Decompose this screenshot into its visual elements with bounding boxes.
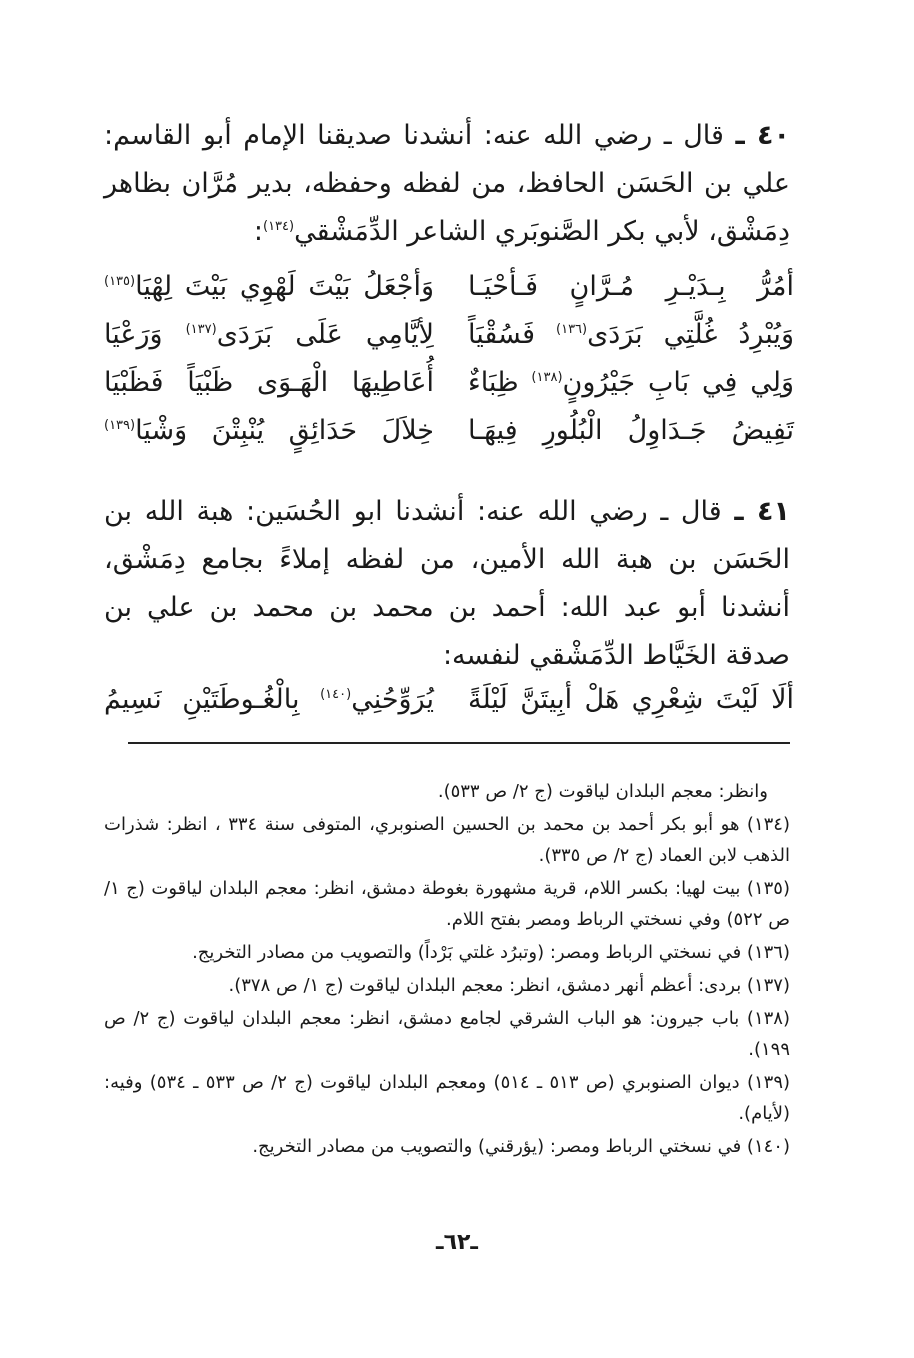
verse-line <box>104 407 794 455</box>
verse-line <box>104 676 794 724</box>
verse-line <box>104 263 794 311</box>
verse-second-hemistich: أُعَاطِيهَا الْهَـوَى ظَبْيَاً فَظَبْيَا <box>104 367 434 398</box>
footnote-136: (١٣٦) في نسختي الرباط ومصر: (وتبرُد غلتي بَرْداً) والتصويب من مصادر التخريج. <box>192 942 790 963</box>
paragraph-40 <box>104 112 790 256</box>
footnote-135: (١٣٥) بيت لهيا: بكسر اللام، قرية مشهورة بغوطة دمشق، انظر: معجم البلدان لياقوت (ج ١/ ص ٥٢٢) وفي نسختي الرباط ومصر بفتح اللام. <box>104 878 790 930</box>
footnote-ref: (١٣٤) <box>262 219 295 234</box>
verse-first-hemistich: وَيُبْرِدُ غُلَّتِي بَرَدَى$^{(١٣٦)}$ فَسُقْيَاً <box>468 319 794 350</box>
item-number: ٤٠ ـ <box>735 120 790 151</box>
verse-second-hemistich: لِأيَّامِي عَلَى بَرَدَى$^{(١٣٧)}$ وَرَعْيَا <box>104 319 434 350</box>
verse-first-hemistich: وَلِي فِي بَابِ جَيْرُونٍ$^{(١٣٨)}$ ظِبَاءٌ <box>468 367 794 398</box>
footnote-ref: (١٣٧) <box>185 322 217 337</box>
poem-block <box>104 263 794 455</box>
footnote-140: (١٤٠) في نسختي الرباط ومصر: (يؤرقني) والتصويب من مصادر التخريج. <box>252 1136 790 1157</box>
item-number: ٤١ ـ <box>734 496 790 527</box>
footnote-continuation: وانظر: معجم البلدان لياقوت (ج ٢/ ص ٥٣٣). <box>437 781 768 802</box>
verse-first-hemistich: تَفِيضُ جَـدَاوِلُ الْبُلُورِ فِيهَـا <box>468 415 794 446</box>
poem-block <box>104 676 794 724</box>
verse-second-hemistich: خِلاَلَ حَدَائِقٍ يُنْبِتْنَ وَشْيَا$^{(١٣٩)}$ <box>104 415 434 446</box>
paragraph-41 <box>104 488 790 680</box>
verse-first-hemistich: ألَا لَيْتَ شِعْرِي هَلْ أبِيتَنَّ لَيْلَةً <box>468 684 794 715</box>
footnote-ref: (١٣٥) <box>104 274 136 289</box>
footnote-134: (١٣٤) هو أبو بكر أحمد بن محمد بن الحسين الصنوبري، المتوفى سنة ٣٣٤ ، انظر: شذرات الذهب لابن العماد (ج ٢/ ص ٣٣٥). <box>104 814 790 866</box>
footnote-ref: (١٤٠) <box>320 687 352 702</box>
footnotes <box>104 776 790 1164</box>
footnote-ref: (١٣٨) <box>531 370 563 385</box>
paragraph-text: قال ـ رضي الله عنه: أنشدنا ابو الحُسَين: هبة الله بن الحَسَن بن هبة الله الأمين، من لفظه إملاءً بجامع دِمَشْق، أنشدنا أبو عبد الله: أحمد بن محمد بن محمد بن علي بن صدقة الخَيَّاط الدِّمَشْقي لنفسه: <box>104 496 790 671</box>
verse-second-hemistich: وَأجْعَلُ بَيْتَ لَهْوِي بَيْتَ لِهْيَا$^{(١٣٥)}$ <box>104 271 434 302</box>
verse-line <box>104 359 794 407</box>
footnote-139: (١٣٩) ديوان الصنوبري (ص ٥١٣ ـ ٥١٤) ومعجم البلدان لياقوت (ج ٢/ ص ٥٣٣ ـ ٥٣٤) وفيه: (لأيام). <box>104 1072 791 1124</box>
verse-line <box>104 311 794 359</box>
footnote-138: (١٣٨) باب جيرون: هو الباب الشرقي لجامع دمشق، انظر: معجم البلدان لياقوت (ج ٢/ ص ١٩٩). <box>104 1008 790 1060</box>
page-number: ـ٦٢ـ <box>436 1230 478 1255</box>
paragraph-text: قال ـ رضي الله عنه: أنشدنا صديقنا الإمام أبو القاسم: علي بن الحَسَن الحافظ، من لفظه وحفظه، بدير مُرَّان بظاهر دِمَشْق، لأبي بكر الصَّنوبَري الشاعر الدِّمَشْقي <box>104 120 790 247</box>
footnote-ref: (١٣٦) <box>556 322 588 337</box>
footnote-137: (١٣٧) بردى: أعظم أنهر دمشق، انظر: معجم البلدان لياقوت (ج ١/ ص ٣٧٨). <box>228 975 790 996</box>
verse-first-hemistich: أمُرُّ بِـدَيْـرِ مُـرَّانٍ فَـأحْيَـا <box>468 271 794 302</box>
paragraph-colon: : <box>253 216 263 247</box>
verse-second-hemistich: يُرَوِّحُنِي$^{(١٤٠)}$ بِالْغُـوطَتَيْنِ نَسِيمُ <box>104 684 434 715</box>
footnote-ref: (١٣٩) <box>104 418 136 433</box>
footnote-separator <box>128 742 790 744</box>
